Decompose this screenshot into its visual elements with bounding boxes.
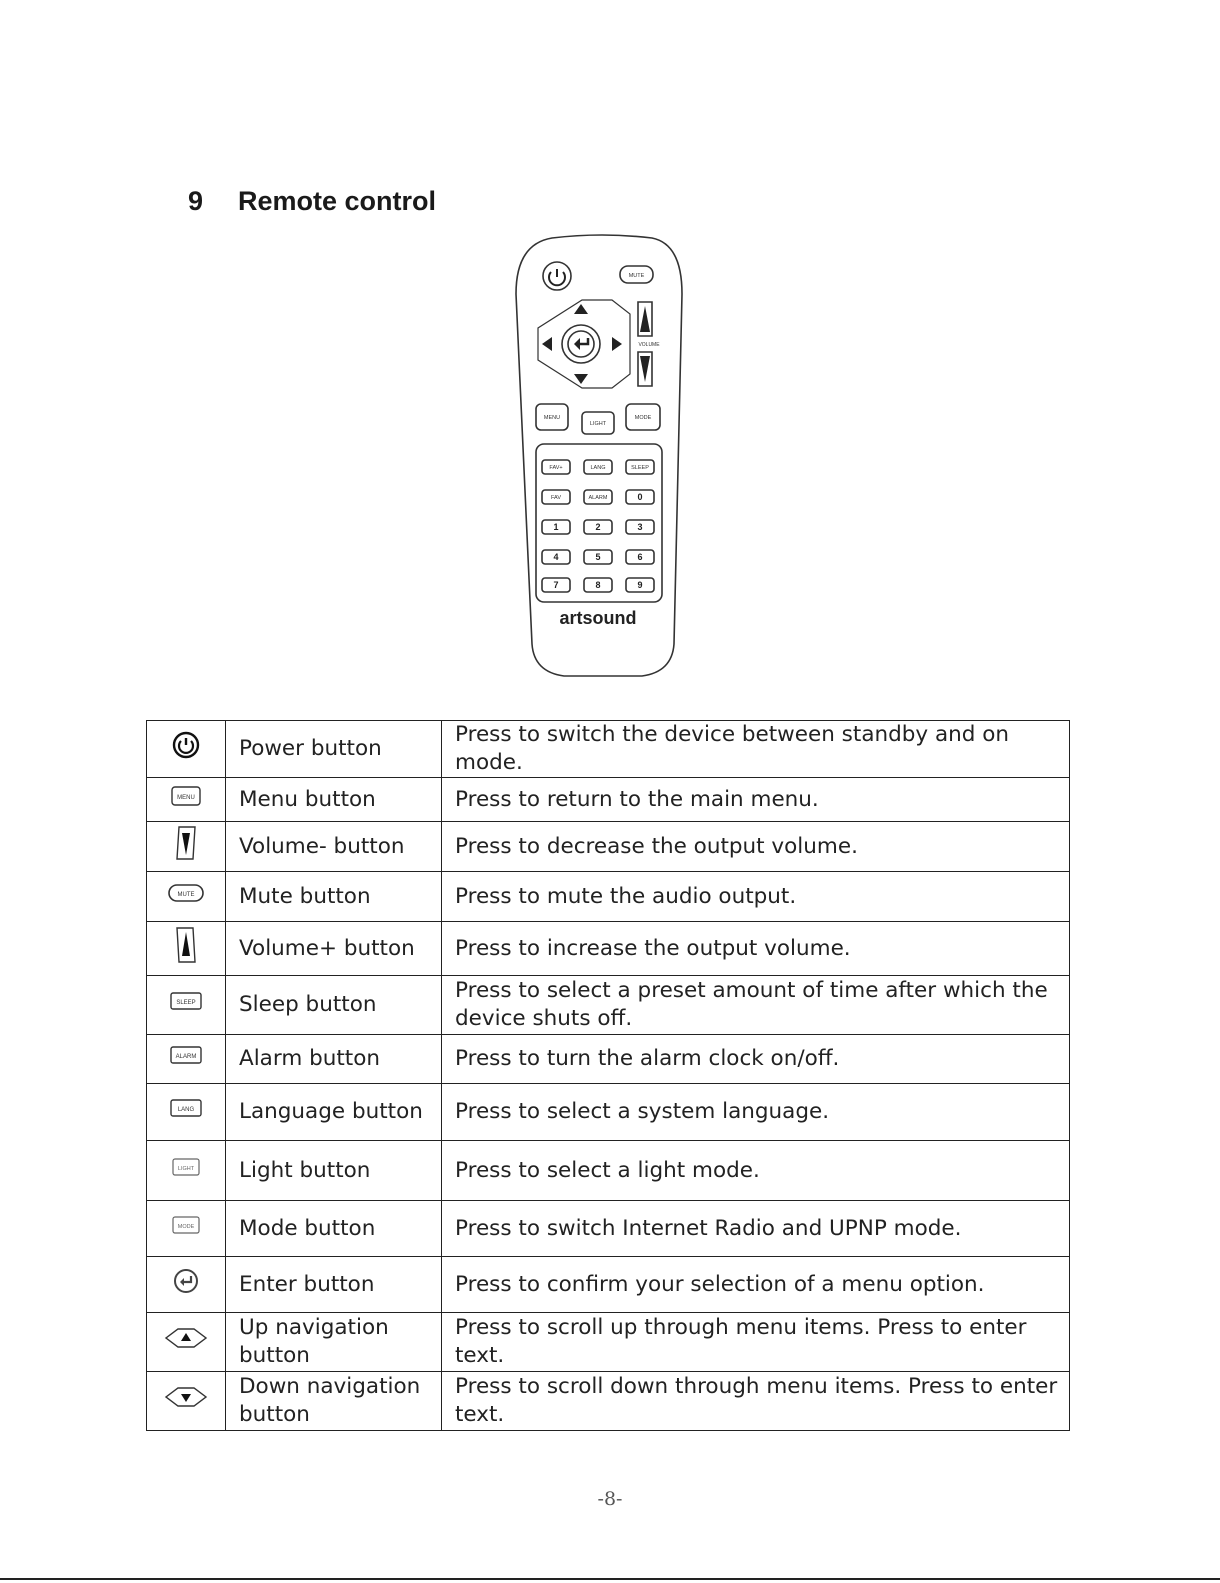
volume-down-icon — [175, 825, 197, 861]
table-row — [147, 778, 1070, 822]
table-cell-icon — [147, 1084, 226, 1141]
mode-key-icon — [171, 1214, 201, 1236]
remote-mode-label: MODE — [634, 415, 652, 421]
remote-lang-label: LANG — [590, 465, 606, 471]
remote-light-label: LIGHT — [589, 421, 607, 427]
menu-key-icon — [170, 785, 202, 807]
table-cell-description: Press to mute the audio output. — [442, 872, 1070, 922]
table-row — [147, 872, 1070, 922]
remote-digit-9: 9 — [637, 580, 643, 590]
table-cell-name: Mode button — [226, 1201, 442, 1257]
table-cell-name: Light button — [226, 1141, 442, 1201]
table-cell-icon — [147, 721, 226, 778]
remote-volume-label: VOLUME — [638, 342, 660, 348]
svg-text:ALARM: ALARM — [175, 1054, 197, 1060]
remote-menu-label: MENU — [543, 415, 561, 421]
table-cell-icon — [147, 1257, 226, 1313]
table-row — [147, 976, 1070, 1035]
svg-text:LANG: LANG — [177, 1107, 195, 1113]
table-cell-name: Enter button — [226, 1257, 442, 1313]
remote-digit-4: 4 — [553, 552, 559, 562]
remote-alarm-label: ALARM — [588, 495, 608, 501]
section-number: 9 — [188, 186, 204, 216]
section-title: Remote control — [238, 186, 437, 216]
table-cell-description: Press to scroll up through menu items. Press to enter text. — [442, 1313, 1070, 1372]
page-number: -8- — [597, 1488, 623, 1510]
table-cell-icon — [147, 922, 226, 976]
volume-up-icon — [175, 926, 197, 964]
table-cell-name: Menu button — [226, 778, 442, 822]
remote-sleep-label: SLEEP — [631, 465, 649, 471]
table-cell-description: Press to confirm your selection of a menu option. — [442, 1257, 1070, 1313]
enter-icon — [172, 1267, 200, 1295]
table-row — [147, 1372, 1070, 1431]
table-cell-name: Power button — [226, 721, 442, 778]
table-cell-description: Press to select a system language. — [442, 1084, 1070, 1141]
table-cell-icon — [147, 1313, 226, 1372]
table-cell-icon — [147, 822, 226, 872]
table-row — [147, 721, 1070, 778]
svg-text:LIGHT: LIGHT — [177, 1165, 195, 1172]
table-cell-description: Press to select a light mode. — [442, 1141, 1070, 1201]
table-cell-description: Press to decrease the output volume. — [442, 822, 1070, 872]
table-cell-icon — [147, 1201, 226, 1257]
table-row — [147, 1141, 1070, 1201]
table-cell-icon — [147, 872, 226, 922]
table-cell-description: Press to increase the output volume. — [442, 922, 1070, 976]
table-cell-icon — [147, 1035, 226, 1084]
table-row — [147, 1313, 1070, 1372]
svg-text:MODE: MODE — [177, 1223, 195, 1230]
table-cell-description: Press to turn the alarm clock on/off. — [442, 1035, 1070, 1084]
lang-key-icon — [169, 1097, 203, 1119]
table-cell-name: Volume+ button — [226, 922, 442, 976]
table-cell-name: Alarm button — [226, 1035, 442, 1084]
table-cell-name: Down navigation button — [226, 1372, 442, 1431]
table-row — [147, 1201, 1070, 1257]
table-row — [147, 1084, 1070, 1141]
alarm-key-icon — [169, 1044, 203, 1066]
svg-text:MENU: MENU — [177, 794, 195, 801]
mute-key-icon — [167, 882, 205, 904]
remote-fav-plus-label: FAV+ — [549, 465, 563, 471]
remote-control-illustration — [512, 234, 692, 680]
table-cell-name: Mute button — [226, 872, 442, 922]
table-cell-description: Press to return to the main menu. — [442, 778, 1070, 822]
remote-digit-6: 6 — [637, 552, 643, 562]
table-cell-name: Language button — [226, 1084, 442, 1141]
remote-digit-3: 3 — [637, 522, 643, 532]
remote-digit-0: 0 — [637, 492, 643, 502]
table-row — [147, 822, 1070, 872]
remote-digit-8: 8 — [595, 580, 601, 590]
remote-digit-5: 5 — [595, 552, 601, 562]
table-row — [147, 922, 1070, 976]
table-cell-icon — [147, 976, 226, 1035]
up-navigation-icon — [164, 1326, 208, 1350]
table-cell-name: Up navigation button — [226, 1313, 442, 1372]
remote-brand-logo: artsound — [559, 608, 637, 628]
table-cell-icon — [147, 1141, 226, 1201]
table-cell-name: Volume- button — [226, 822, 442, 872]
table-row — [147, 1257, 1070, 1313]
table-cell-icon — [147, 778, 226, 822]
remote-digit-1: 1 — [553, 522, 559, 532]
remote-mute-label: MUTE — [628, 273, 645, 279]
bottom-rule — [0, 1578, 1220, 1580]
svg-text:SLEEP: SLEEP — [176, 1000, 196, 1006]
table-cell-description: Press to switch Internet Radio and UPNP mode. — [442, 1201, 1070, 1257]
sleep-key-icon — [169, 990, 203, 1012]
light-key-icon — [171, 1156, 201, 1178]
svg-text:MUTE: MUTE — [177, 891, 195, 898]
remote-digit-7: 7 — [553, 580, 559, 590]
down-navigation-icon — [164, 1385, 208, 1409]
button-reference-table — [146, 720, 1070, 1431]
table-cell-icon — [147, 1372, 226, 1431]
table-cell-description: Press to scroll down through menu items. Press to enter text. — [442, 1372, 1070, 1431]
power-icon — [171, 730, 201, 760]
table-cell-description: Press to switch the device between standby and on mode. — [442, 721, 1070, 778]
section-heading — [188, 186, 436, 217]
table-cell-description: Press to select a preset amount of time after which the device shuts off. — [442, 976, 1070, 1035]
table-row — [147, 1035, 1070, 1084]
table-cell-name: Sleep button — [226, 976, 442, 1035]
remote-fav-label: FAV — [551, 495, 561, 501]
remote-digit-2: 2 — [595, 522, 601, 532]
